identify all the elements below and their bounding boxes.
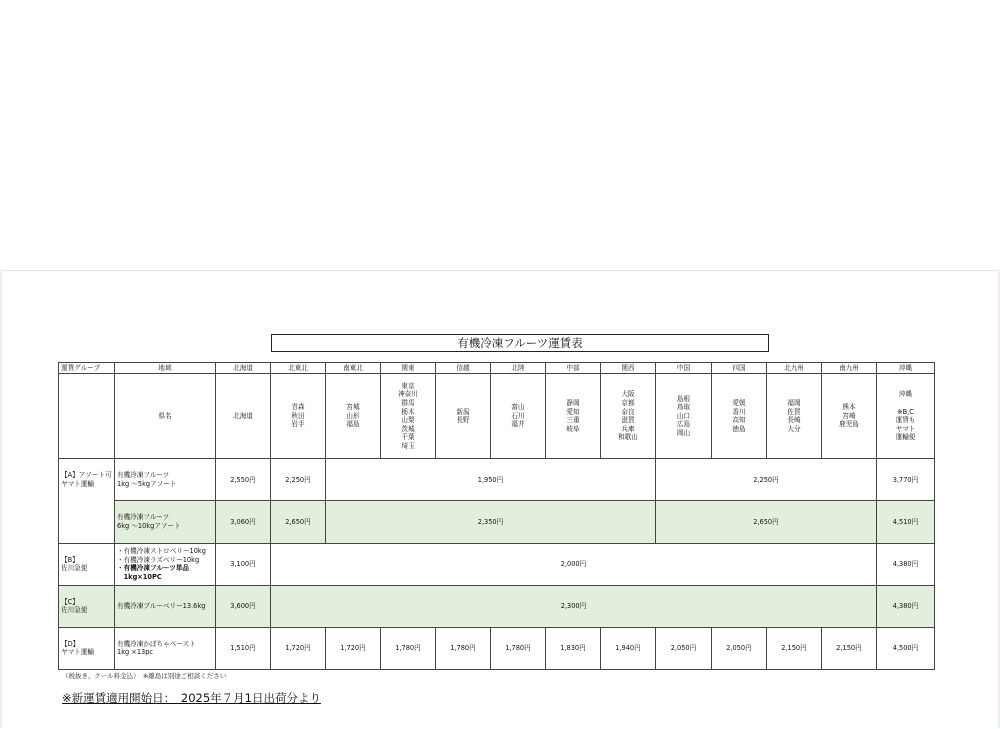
prefectures-5	[491, 374, 546, 459]
prefecture-name: 兵庫	[621, 424, 635, 433]
region-header-1: 北東北	[271, 363, 326, 374]
prefecture-name: 青森	[291, 403, 305, 412]
price-a2-mid: 2,350円	[326, 501, 656, 543]
prefecture-name: 東京	[401, 381, 415, 390]
footnote: （税抜き、クール料金込） ※離島は別途ご相談ください	[62, 672, 227, 680]
group-a: 【A】アソート可 ヤマト運輸	[59, 459, 115, 543]
price-a1-mid: 1,950円	[326, 459, 656, 501]
prefectures-11	[822, 374, 877, 459]
prefecture-name: 静岡	[566, 399, 580, 408]
price-d-1: 1,720円	[271, 627, 326, 669]
prefecture-name: 岐阜	[566, 424, 580, 433]
prefecture-name: 神奈川	[398, 390, 418, 399]
prefecture-name: 運輸便	[895, 433, 916, 442]
prefecture-name: 京都	[621, 399, 635, 408]
prefecture-name: 富山	[511, 403, 525, 412]
region-header-0: 北海道	[216, 363, 271, 374]
region-header-3: 関東	[381, 363, 436, 374]
price-d-3: 1,780円	[381, 627, 436, 669]
group-header: 運賃グループ	[59, 363, 115, 374]
prefecture-name: 沖縄	[898, 390, 913, 399]
region-header-6: 中部	[546, 363, 601, 374]
price-a2-okinawa: 4,510円	[877, 501, 935, 543]
prefectures-7	[601, 374, 656, 459]
prefecture-name: 鹿児島	[839, 420, 859, 429]
prefecture-name: ※B,C	[897, 407, 914, 416]
prefecture-name: 徳島	[732, 424, 746, 433]
product-c: 有機冷凍ブルーベリー13.6kg	[115, 585, 216, 627]
group-b: 【B】 佐川急便	[59, 543, 115, 585]
effective-date-note: ※新運賃適用開始日： 2025年７月1日出荷分より	[62, 691, 321, 705]
group-d: 【D】 ヤマト運輸	[59, 627, 115, 669]
prefecture-name: 長野	[456, 416, 470, 425]
prefecture-name: 香川	[732, 407, 746, 416]
prefecture-name: 北海道	[233, 411, 253, 420]
prefecture-name: 山梨	[401, 416, 415, 425]
prefecture-name: 秋田	[291, 411, 305, 420]
prefectures-10	[767, 374, 822, 459]
price-a2-kitatohoku: 2,650円	[271, 501, 326, 543]
product-d: 有機冷凍かぼちゃペースト 1kg ×13pc	[115, 627, 216, 669]
group-c: 【C】 佐川急便	[59, 585, 115, 627]
price-a1-kitatohoku: 2,250円	[271, 459, 326, 501]
prefectures-3	[381, 374, 436, 459]
region-header-8: 中国	[656, 363, 712, 374]
prefecture-name: 長崎	[787, 416, 801, 425]
prefecture-row	[59, 374, 935, 459]
price-c-okinawa: 4,380円	[877, 585, 935, 627]
prefecture-name: 山形	[346, 411, 360, 420]
price-c-hokkaido: 3,600円	[216, 585, 271, 627]
region-header-4: 信越	[436, 363, 491, 374]
prefectures-1	[271, 374, 326, 459]
prefecture-name: 広島	[676, 420, 691, 429]
price-d-11: 2,150円	[822, 627, 877, 669]
price-d-2: 1,720円	[326, 627, 381, 669]
sheet-edge-left	[0, 270, 2, 728]
price-d-6: 1,830円	[546, 627, 601, 669]
prefecture-name: 滋賀	[621, 416, 635, 425]
row-a2	[59, 501, 935, 543]
price-b-hokkaido: 3,100円	[216, 543, 271, 585]
prefecture-name: 新潟	[456, 407, 470, 416]
prefecture-name: 栃木	[401, 407, 415, 416]
prefecture-name: 宮城	[346, 403, 360, 412]
prefecture-name: 和歌山	[618, 433, 638, 442]
group-header-blank	[59, 374, 115, 459]
prefecture-name: 大阪	[621, 390, 635, 399]
row-a1	[59, 459, 935, 501]
prefecture-name: 大分	[787, 424, 801, 433]
prefecture-name: 愛知	[566, 407, 580, 416]
region-header-7: 関西	[601, 363, 656, 374]
prefecture-name: 島根	[676, 394, 691, 403]
prefecture-name: 運賃も	[895, 416, 916, 425]
region-header-12: 沖縄	[877, 363, 935, 374]
prefectures-2	[326, 374, 381, 459]
product-a2: 有機冷凍フルーツ 6kg ～10kgアソート	[115, 501, 216, 543]
prefecture-name: 岡山	[676, 429, 691, 437]
price-b-mid: 2,000円	[271, 543, 877, 585]
prefecture-name: 茨城	[401, 424, 415, 433]
prefecture-name: 高知	[732, 416, 746, 425]
row-b	[59, 543, 935, 585]
table-title: 有機冷凍フルーツ運賃表	[271, 334, 769, 352]
prefecture-name: 福井	[511, 420, 525, 429]
price-d-5: 1,780円	[491, 627, 546, 669]
prefecture-name: 岩手	[291, 420, 305, 429]
row-c	[59, 585, 935, 627]
region-header-row	[59, 363, 935, 374]
region-header-9: 四国	[712, 363, 767, 374]
prefecture-name: 福島	[346, 420, 360, 429]
price-a1-hokkaido: 2,550円	[216, 459, 271, 501]
prefectures-6	[546, 374, 601, 459]
prefecture-name: 山口	[676, 411, 691, 420]
price-d-12: 4,500円	[877, 627, 935, 669]
product-b: ・有機冷凍ストロベリー10kg ・有機冷凍ラズベリー10kg ・有機冷凍フルーツ単品 1kg×10PC	[115, 543, 216, 585]
prefectures-12	[877, 374, 935, 459]
prefecture-name: 石川	[511, 411, 525, 420]
prefectures-0	[216, 374, 271, 459]
rate-table	[58, 362, 935, 670]
price-a1-okinawa: 3,770円	[877, 459, 935, 501]
price-a2-west: 2,650円	[656, 501, 877, 543]
prefectures-8	[656, 374, 712, 459]
price-a1-west: 2,250円	[656, 459, 877, 501]
region-header-5: 北陸	[491, 363, 546, 374]
prefecture-name: 鳥取	[676, 403, 691, 412]
prefecture-name: ヤマト	[895, 424, 916, 433]
prefecture-name: 奈良	[621, 407, 635, 416]
pref-header: 県名	[115, 374, 216, 459]
prefecture-name: 三重	[566, 416, 580, 425]
area-header: 地域	[115, 363, 216, 374]
prefecture-name: 佐賀	[787, 407, 801, 416]
prefecture-name: 福岡	[787, 399, 801, 408]
price-c-mid: 2,300円	[271, 585, 877, 627]
region-header-10: 北九州	[767, 363, 822, 374]
prefecture-name: 宮崎	[842, 411, 856, 420]
prefecture-name: 千葉	[401, 433, 415, 442]
row-d	[59, 627, 935, 669]
prefecture-name: 群馬	[401, 399, 415, 408]
price-d-8: 2,050円	[656, 627, 712, 669]
prefecture-name: 愛媛	[732, 399, 746, 408]
prefectures-9	[712, 374, 767, 459]
price-a2-hokkaido: 3,060円	[216, 501, 271, 543]
price-d-4: 1,780円	[436, 627, 491, 669]
region-header-11: 南九州	[822, 363, 877, 374]
price-d-0: 1,510円	[216, 627, 271, 669]
product-a1: 有機冷凍フルーツ 1kg ～5kgアソート	[115, 459, 216, 501]
region-header-2: 南東北	[326, 363, 381, 374]
prefecture-name: 埼玉	[401, 441, 415, 450]
prefecture-name: 熊本	[842, 403, 856, 412]
price-d-9: 2,050円	[712, 627, 767, 669]
price-d-10: 2,150円	[767, 627, 822, 669]
price-b-okinawa: 4,380円	[877, 543, 935, 585]
price-d-7: 1,940円	[601, 627, 656, 669]
prefecture-name	[879, 399, 932, 408]
prefectures-4	[436, 374, 491, 459]
